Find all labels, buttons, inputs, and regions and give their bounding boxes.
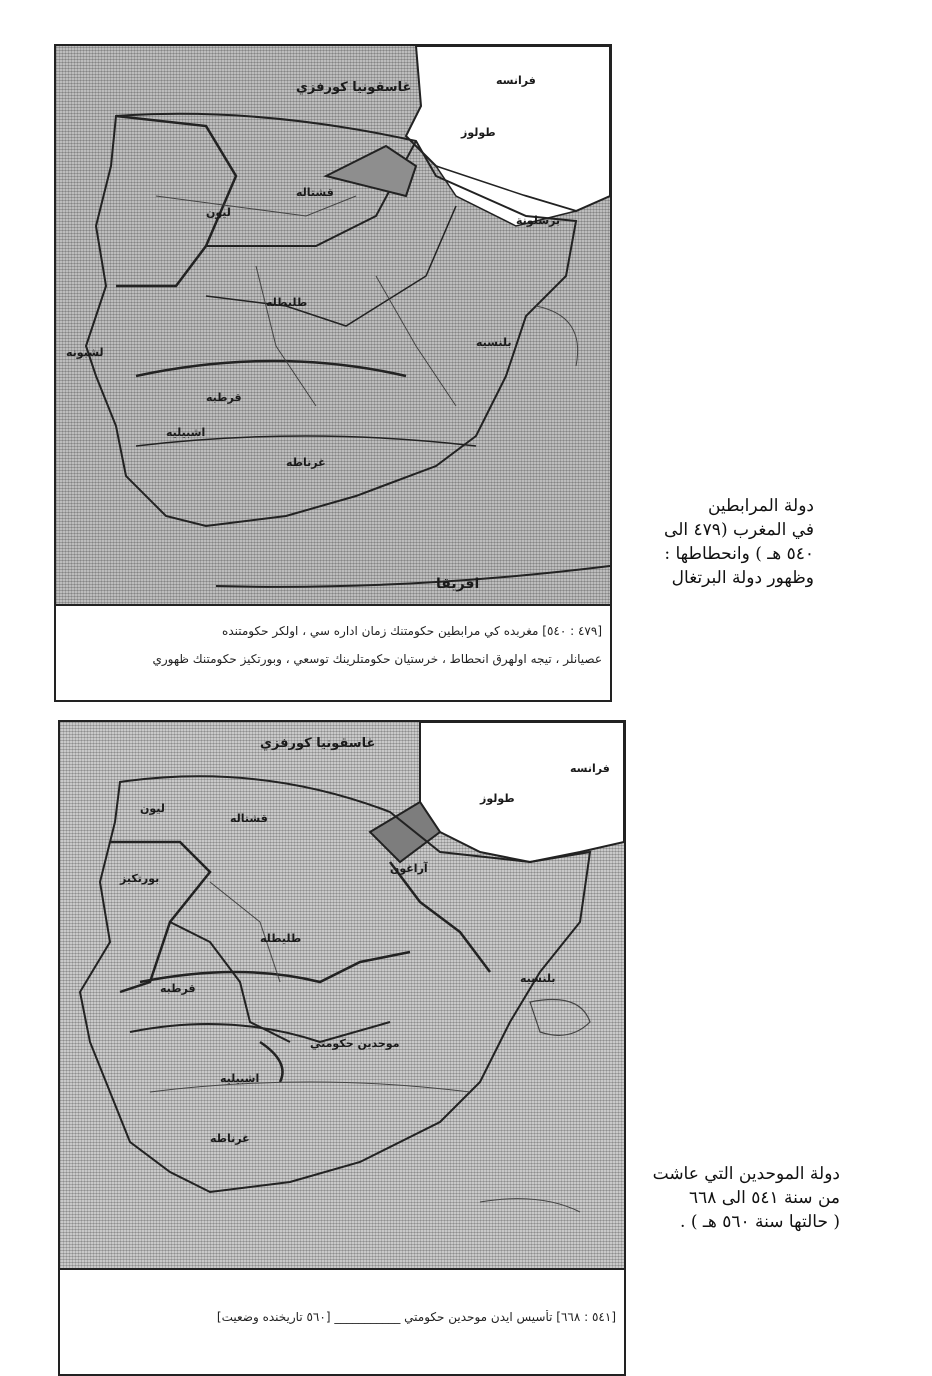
caption-line: وظهور دولة البرتغال <box>671 568 814 588</box>
caption-line: [٤٧٩ : ٥٤٠] مغربده كي مرابطين حكومتنك زمان اداره سي ، اولكر حكومتنده <box>222 624 602 638</box>
region-label: طليطله <box>260 932 302 945</box>
map-caption <box>56 604 610 700</box>
region-label: آراغون <box>390 862 428 875</box>
region-label: قرطبه <box>206 391 242 404</box>
map-caption <box>60 1268 624 1374</box>
region-label: موحدين حكومتي <box>310 1037 400 1050</box>
region-label: اشبيليه <box>220 1072 260 1085</box>
side-caption-almohads <box>628 1162 840 1234</box>
region-label: بلنسيه <box>520 972 556 985</box>
caption-line: في المغرب (٤٧٩ الى <box>664 520 814 540</box>
region-label: طولوز <box>461 126 496 139</box>
region-label: طليطله <box>266 296 308 309</box>
sea-label-top: غاسقونيا كورفزي <box>296 80 412 95</box>
caption-line: دولة المرابطين <box>707 496 814 516</box>
caption-line: عصيانلر ، تيجه اولهرق انحطاط ، خرستيان حكومتلرينك توسعي ، وبورتكيز حكومتنك ظهوري <box>152 652 602 666</box>
caption-line: ( حالتها سنة ٥٦٠ هـ ) . <box>680 1212 840 1232</box>
region-label: ليون <box>206 206 231 219</box>
map-almoravids-image <box>56 46 610 606</box>
map-almoravids <box>54 44 612 702</box>
region-label: قشتاله <box>230 812 268 825</box>
region-label: فرانسه <box>570 762 610 775</box>
region-label: قرطبه <box>160 982 196 995</box>
sea-label-bottom: افريقا <box>436 576 480 592</box>
iberia-map-drawing <box>56 46 610 606</box>
region-label: ليون <box>140 802 165 815</box>
region-label: اشبيليه <box>166 426 206 439</box>
region-label: فرانسه <box>496 74 536 87</box>
region-label: قشتاله <box>296 186 334 199</box>
sea-label-top: غاسقونيا كورفزي <box>260 736 376 751</box>
region-label: بورتكيز <box>120 872 160 885</box>
map-almohads <box>58 720 626 1376</box>
caption-line: [٥٤١ : ٦٦٨] تأسيس ايدن موحدين حكومتي ___________ [٥٦٠ تاريخنده وضعيت] <box>216 1310 616 1324</box>
region-label: بلنسيه <box>476 336 512 349</box>
region-label: لشبونه <box>66 346 104 359</box>
region-label: برشلونة <box>516 214 560 227</box>
side-caption-almoravids <box>614 494 814 590</box>
region-label: غرناطه <box>286 456 326 469</box>
region-label: غرناطه <box>210 1132 250 1145</box>
caption-line: من سنة ٥٤١ الى ٦٦٨ <box>688 1188 840 1208</box>
region-label: طولوز <box>480 792 515 805</box>
map-almohads-image <box>60 722 624 1272</box>
caption-line: دولة الموحدين التي عاشت <box>652 1164 840 1184</box>
caption-line: ٥٤٠ هـ ) وانحطاطها : <box>664 544 814 564</box>
